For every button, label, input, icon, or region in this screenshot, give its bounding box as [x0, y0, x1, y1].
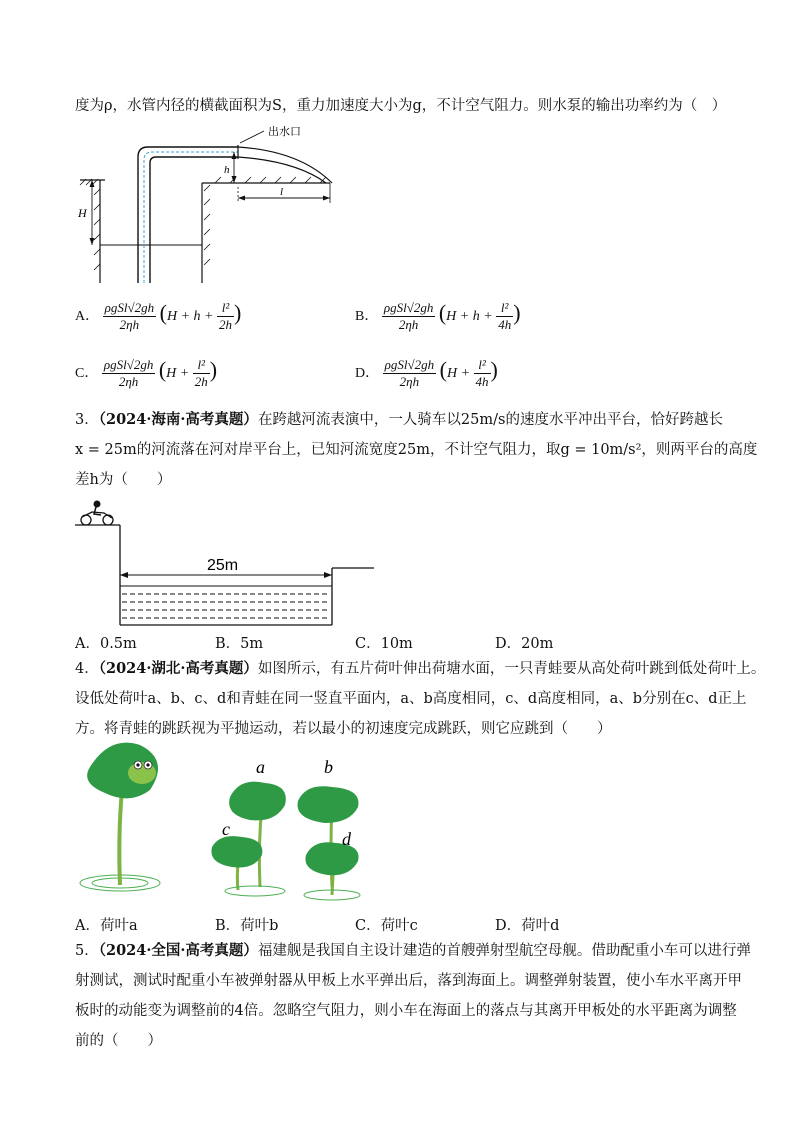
q3-line-2: x = 25m的河流落在河对岸平台上，已知河流宽度25m，不计空气阻力，取g = 10m/s²，则两平台的高度 [75, 442, 758, 458]
option-letter: B． [355, 309, 379, 324]
formula-fraction: $\frac{\text{ρgSl√2gh}}{2\eta h}$ [384, 357, 435, 390]
q2-l-label: l [280, 186, 284, 198]
q2-option-c[interactable]: C． $\frac{\text{ρgSl√2gh}}{2\eta h}$ (H + $\frac{\text{l²}}{2h}$ ) [75, 357, 218, 390]
q5-line-1 [75, 941, 751, 961]
q3-option-b[interactable]: B．5m [215, 636, 264, 652]
q4-option-d[interactable]: D．荷叶d [495, 918, 560, 934]
q4-lotus-figure [70, 735, 390, 905]
q4-line-2: 设低处荷叶a、b、c、d和青蛙在同一竖直平面内，a、b高度相同，c、d高度相同，a、b分别在c、d正上 [75, 691, 747, 707]
q4-option-b[interactable]: B．荷叶b [215, 918, 279, 934]
q5-line-2: 射测试，测试时配重小车被弹射器从甲板上水平弹出后，落到海面上。调整弹射装置，使小车水平离开甲 [75, 973, 742, 989]
q2-outlet-label: 出水口 [268, 125, 301, 138]
option-letter: A． [75, 309, 100, 324]
formula-fraction: $\frac{\text{l²}}{2h}$ [218, 300, 232, 333]
q2-option-a[interactable]: A． $\frac{\text{ρgSl√2gh}}{2\eta h}$ (H + h + $\frac{\text{l²}}{2h}$ ) [75, 300, 242, 333]
q4-label-c: c [222, 819, 230, 839]
q4-line-3: 方。将青蛙的跳跃视为平抛运动，若以最小的初速度完成跳跃，则它应跳到（ ） [75, 721, 612, 737]
formula-fraction: $\frac{\text{ρgSl√2gh}}{2\eta h}$ [104, 300, 155, 333]
question-number: 4． [75, 661, 99, 677]
q4-label-a: a [256, 757, 265, 777]
q2-stem-tail: 度为ρ，水管内径的横截面积为S，重力加速度大小为g，不计空气阻力。则水泵的输出功率约为（ ） [75, 98, 727, 114]
q2-option-b[interactable]: B． $\frac{\text{ρgSl√2gh}}{2\eta h}$ (H + h + $\frac{\text{l²}}{4h}$ ) [355, 300, 521, 333]
q3-width-label: 25m [207, 557, 239, 574]
question-source: （2024·湖北·高考真题） [98, 660, 258, 677]
q4-option-a[interactable]: A．荷叶a [75, 918, 138, 934]
q2-pump-figure [70, 125, 370, 290]
question-number: 3． [75, 412, 99, 428]
q3-river-figure [70, 500, 390, 630]
option-letter: D． [355, 366, 380, 381]
q3-option-a[interactable]: A．0.5m [75, 636, 137, 652]
q4-label-d: d [342, 829, 351, 849]
formula-fraction: $\frac{\text{l²}}{4h}$ [498, 300, 512, 333]
q3-line-1 [75, 410, 723, 430]
q3-line-3: 差h为（ ） [75, 472, 172, 488]
question-text: 在跨越河流表演中，一人骑车以25m/s的速度水平冲出平台，恰好跨越长 [257, 412, 723, 428]
q4-option-c[interactable]: C．荷叶c [355, 918, 418, 934]
question-text: 如图所示，有五片荷叶伸出荷塘水面，一只青蛙要从高处荷叶跳到低处荷叶上。 [257, 661, 766, 677]
formula-fraction: $\frac{\text{l²}}{2h}$ [194, 357, 208, 390]
q4-line-1 [75, 659, 765, 679]
q4-label-b: b [324, 757, 333, 777]
motorcycle-rider-icon [81, 501, 113, 526]
formula-fraction: $\frac{\text{ρgSl√2gh}}{2\eta h}$ [383, 300, 434, 333]
option-letter: C． [75, 366, 99, 381]
formula-fraction: $\frac{\text{ρgSl√2gh}}{2\eta h}$ [103, 357, 154, 390]
q2-option-d[interactable]: D． $\frac{\text{ρgSl√2gh}}{2\eta h}$ (H + $\frac{\text{l²}}{4h}$ ) [355, 357, 498, 390]
q5-line-4: 前的（ ） [75, 1033, 162, 1049]
question-text: 福建舰是我国自主设计建造的首艘弹射型航空母舰。借助配重小车可以进行弹 [257, 943, 751, 959]
question-source: （2024·全国·高考真题） [98, 942, 258, 959]
q2-h-label: h [224, 164, 230, 176]
q5-line-3: 板时的动能变为调整前的4倍。忽略空气阻力，则小车在海面上的落点与其离开甲板处的水平距离为调整 [75, 1003, 737, 1019]
q3-option-c[interactable]: C．10m [355, 636, 413, 652]
formula-fraction: $\frac{\text{l²}}{4h}$ [475, 357, 489, 390]
question-number: 5． [75, 943, 99, 959]
q3-option-d[interactable]: D．20m [495, 636, 554, 652]
q2-H-label: H [78, 206, 87, 220]
question-source: （2024·海南·高考真题） [98, 411, 258, 428]
